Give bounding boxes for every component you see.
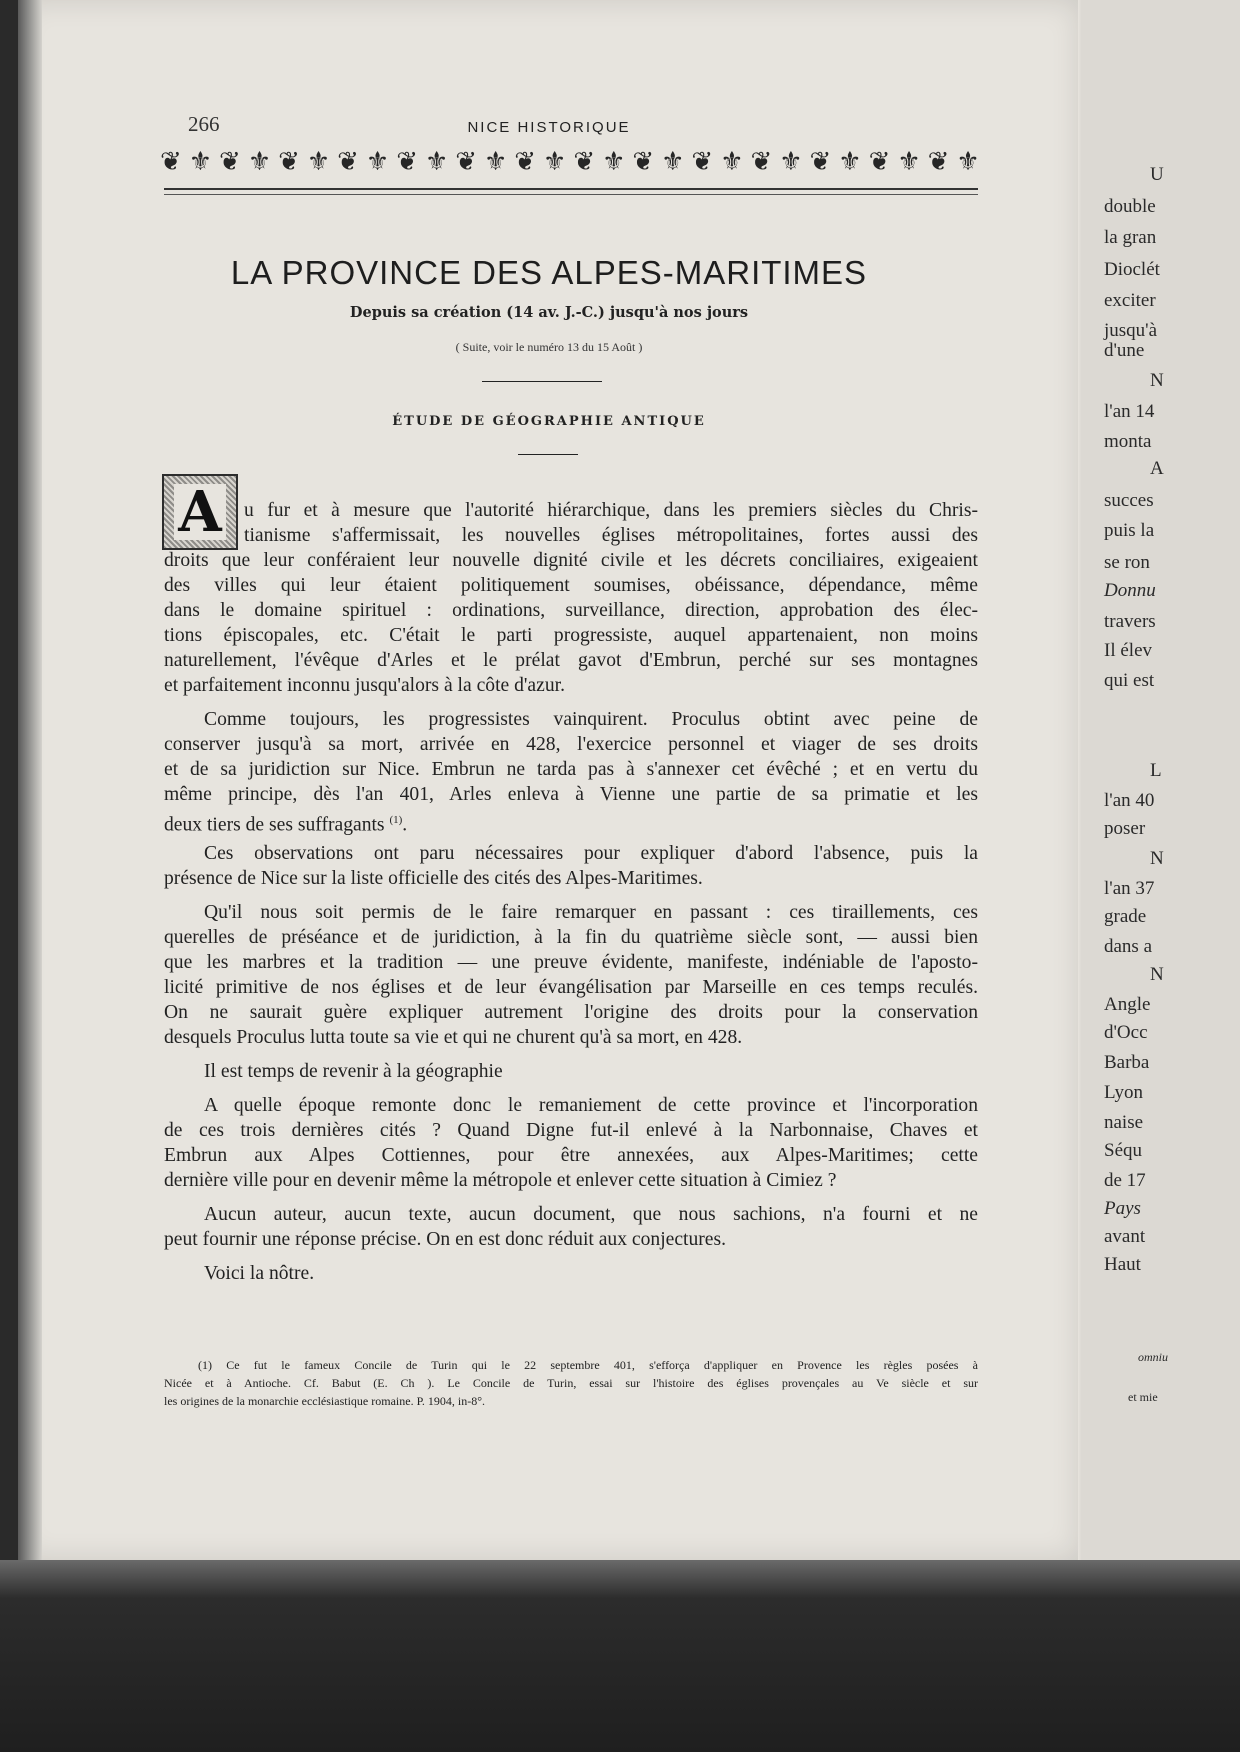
drop-cap-letter: A [174,484,225,540]
fleuron-icon: ⚜ [720,147,744,176]
body-line: desquels Proculus lutta toute sa vie et qui ne churent qu'à sa mort, en 428. [164,1027,743,1048]
adjacent-line: Haut [1104,1254,1141,1275]
header-rule-thin [164,194,978,195]
fleuron-icon: ⚜ [602,147,626,176]
adjacent-line: l'an 14 [1104,401,1155,422]
body-line: et parfaitement inconnu jusqu'alors à la côte d'azur. [164,675,565,696]
body-line-text: deux tiers de ses suffragants [164,814,385,836]
body-line: même principe, dès l'an 401, Arles enleva à Vienne une partie de sa primatie et les [164,784,978,805]
section-rule [518,454,578,455]
title-rule [482,381,602,382]
page-binding-shadow [18,0,42,1560]
fleuron-icon: ⚜ [306,147,331,176]
adjacent-line: double [1104,196,1156,217]
fleuron-icon: ⚜ [247,147,272,176]
adjacent-line: Lyon [1104,1082,1144,1103]
adjacent-line: A [1150,458,1164,479]
adjacent-line: exciter [1104,290,1156,311]
adjacent-line: Il élev [1104,640,1153,661]
fleuron-icon: ⚜ [956,147,980,176]
body-line: présence de Nice sur la liste officielle des cités des Alpes-Maritimes. [164,868,703,889]
body-line: de ces trois dernières cités ? Quand Digne fut-il enlevé à la Narbonnaise, Chaves et [164,1120,978,1141]
fleuron-icon: ❦ [514,147,537,176]
body-line: tianisme s'affermissait, les nouvelles églises métropolitaines, fortes aussi des [244,525,978,546]
body-line: Voici la nôtre. [204,1263,315,1284]
adjacent-line: poser [1104,818,1146,839]
footnote-reference[interactable]: (1) [389,814,403,826]
adjacent-line: Pays [1104,1198,1141,1219]
fleuron-icon: ❦ [455,147,478,176]
adjacent-page [1082,0,1240,1560]
fleuron-icon: ⚜ [424,147,449,176]
body-line: conserver jusqu'à sa mort, arrivée en 428, l'exercice personnel et viager de ses droits [164,734,978,755]
body-line: Embrun aux Alpes Cottiennes, pour être annexées, aux Alpes-Maritimes; cette [164,1145,978,1166]
fleuron-icon: ⚜ [779,147,803,176]
adjacent-line: et mie [1128,1390,1158,1404]
body-line: Aucun auteur, aucun texte, aucun document, que nous sachions, n'a fourni et ne [204,1204,978,1225]
decorative-ornament-band [160,144,980,180]
adjacent-line: jusqu'à [1104,320,1158,341]
fleuron-icon: ⚜ [661,147,685,176]
fleuron-icon: ❦ [337,147,359,176]
body-line: A quelle époque remonte donc le remaniement de cette province et l'incorporation [204,1095,978,1116]
fleuron-icon: ❦ [219,147,241,176]
adjacent-line: Donnu [1104,580,1156,601]
adjacent-line: se ron [1104,552,1150,573]
fleuron-icon: ⚜ [838,147,862,176]
adjacent-line: U [1150,164,1164,185]
adjacent-line: L [1150,760,1162,781]
adjacent-line: la gran [1104,227,1157,248]
journal-title: NICE HISTORIQUE [467,119,631,136]
body-line: naturellement, l'évêque d'Arles et le prélat gavot d'Embrun, perché sur ses montagnes [164,650,978,671]
adjacent-line: N [1150,964,1164,985]
drop-cap [162,474,238,550]
body-line: droits que leur conféraient leur nouvelle dignité civile et les décrets conciliaires, exigeaient [164,550,978,571]
footnote-line: (1) Ce fut le fameux Concile de Turin qui le 22 septembre 401, s'efforça d'appliquer en Provence les règles posées à [198,1358,978,1372]
body-line: querelles de préséance et de juridiction, à la fin du quatrième siècle sont, — aussi bien [164,927,978,948]
body-line: dernière ville pour en devenir même la métropole et enlever cette situation à Cimiez ? [164,1170,837,1191]
adjacent-line: Angle [1104,994,1151,1015]
adjacent-line: travers [1104,611,1156,632]
adjacent-line: avant [1104,1226,1146,1247]
body-line: et de sa juridiction sur Nice. Embrun ne tarda pas à s'annexer cet évêché ; et en vertu du [164,759,978,780]
adjacent-line: Dioclét [1104,259,1160,280]
body-line: dans le domaine spirituel : ordinations, surveillance, direction, approbation des élec- [164,600,978,621]
body-line: Qu'il nous soit permis de le faire remarquer en passant : ces tiraillements, ces [204,902,978,923]
fleuron-icon: ❦ [809,147,832,176]
fleuron-icon: ❦ [691,147,714,176]
fleuron-icon: ⚜ [188,147,213,176]
header-rule [164,188,978,190]
body-line: On ne saurait guère expliquer autrement l'origine des droits pour la conservation [164,1002,978,1023]
article-subtitle: Depuis sa création (14 av. J.-C.) jusqu'à nos jours [349,304,749,321]
body-line: licité primitive de nos églises et de leur évangélisation par Marseille en ces temps reculés. [164,977,978,998]
fleuron-icon: ❦ [632,147,655,176]
fleuron-icon: ⚜ [543,147,567,176]
adjacent-line: dans a [1104,936,1153,957]
adjacent-line: N [1150,848,1164,869]
footnote-line: Nicée et à Antioche. Cf. Babut (E. Ch ). Le Concile de Turin, essai sur l'histoire des églises provençales au Ve siècle et sur [164,1376,978,1390]
adjacent-line: de 17 [1104,1170,1146,1191]
body-line: u fur et à mesure que l'autorité hiérarchique, dans les premiers siècles du Chris- [244,500,978,521]
adjacent-line: naise [1104,1112,1144,1133]
fleuron-icon: ❦ [160,147,182,176]
scan-background [0,1560,1240,1752]
adjacent-line: grade [1104,906,1147,927]
body-line-with-note [164,808,407,838]
adjacent-line: omniu [1138,1350,1168,1364]
adjacent-line: Barba [1104,1052,1150,1073]
fleuron-icon: ⚜ [484,147,508,176]
body-line: Il est temps de revenir à la géographie [204,1061,503,1082]
body-line: que les marbres et la tradition — une preuve évidente, manifeste, indéniable de l'aposto- [164,952,978,973]
adjacent-line: N [1150,370,1164,391]
footnote-line: les origines de la monarchie ecclésiastique romaine. P. 1904, in-8°. [164,1394,486,1408]
adjacent-line: puis la [1104,520,1155,541]
adjacent-line: monta [1104,431,1152,452]
page-number: 266 [188,112,220,136]
body-line: Ces observations ont paru nécessaires pour expliquer d'abord l'absence, puis la [204,843,978,864]
adjacent-line: l'an 37 [1104,878,1155,899]
book-page [18,0,1080,1560]
body-line: Comme toujours, les progressistes vainquirent. Proculus obtint avec peine de [204,709,978,730]
fleuron-icon: ⚜ [365,147,390,176]
fleuron-icon: ❦ [573,147,596,176]
fleuron-icon: ❦ [927,147,950,176]
adjacent-line: succes [1104,490,1154,511]
article-title: LA PROVINCE DES ALPES-MARITIMES [230,254,868,291]
body-line: des villes qui leur étaient politiquement soumises, obéissance, dépendance, même [164,575,978,596]
continuation-note: ( Suite, voir le numéro 13 du 15 Août ) [455,340,643,354]
line-end-punctuation: . [402,814,408,836]
body-line: tions épiscopales, etc. C'était le parti progressiste, auquel appartenaient, non moins [164,625,978,646]
adjacent-line: d'une [1104,340,1145,361]
fleuron-icon: ⚜ [897,147,921,176]
section-title: ÉTUDE DE GÉOGRAPHIE ANTIQUE [392,414,706,429]
adjacent-line: d'Occ [1104,1022,1148,1043]
fleuron-icon: ❦ [278,147,300,176]
adjacent-line: l'an 40 [1104,790,1155,811]
fleuron-icon: ❦ [868,147,891,176]
fleuron-icon: ❦ [396,147,418,176]
fleuron-icon: ❦ [750,147,773,176]
adjacent-line: qui est [1104,670,1155,691]
adjacent-line: Séqu [1104,1140,1142,1161]
body-line: peut fournir une réponse précise. On en est donc réduit aux conjectures. [164,1229,727,1250]
